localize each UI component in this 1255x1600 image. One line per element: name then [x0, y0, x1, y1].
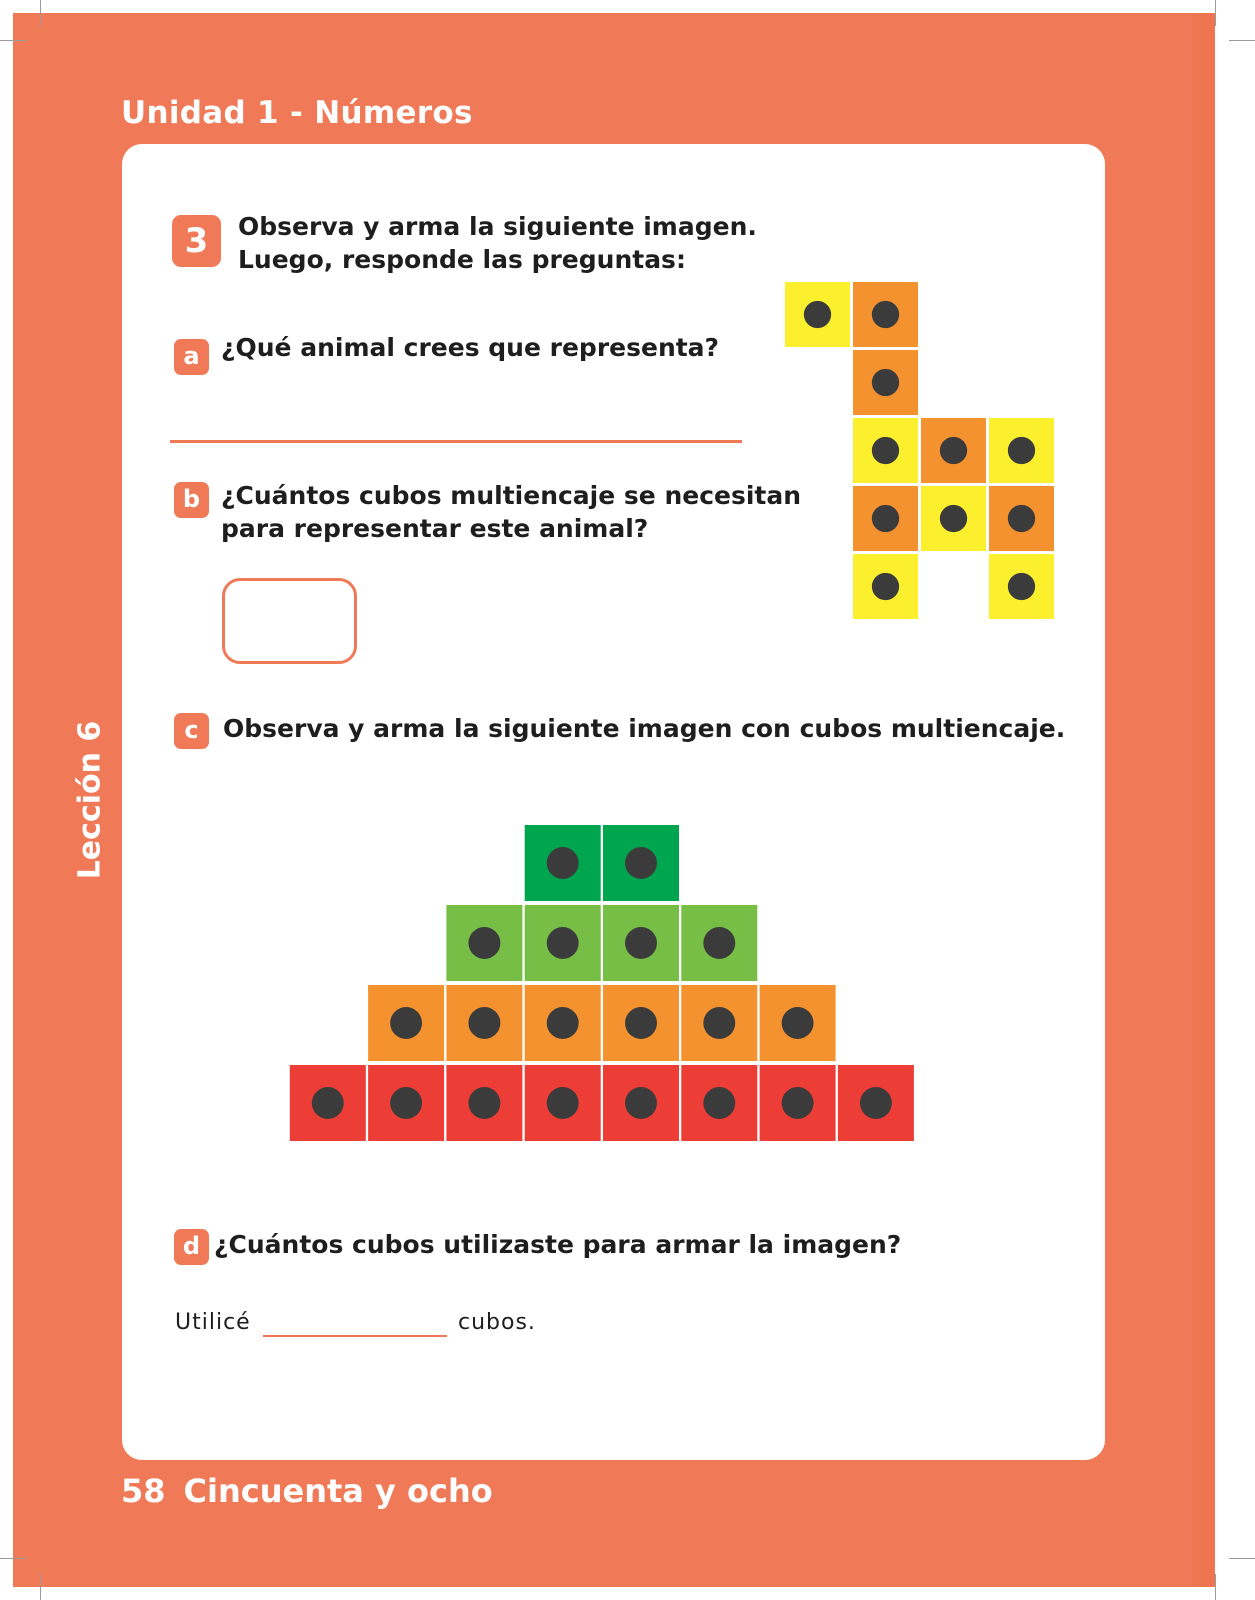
pyramid-cube: [446, 985, 522, 1061]
animal-cube: [853, 554, 918, 619]
cube-peg: [547, 847, 579, 879]
cube-peg: [703, 927, 735, 959]
cube-peg: [390, 1007, 422, 1039]
pyramid-cube: [603, 985, 679, 1061]
exercise-instruction-line1: Observa y arma la siguiente imagen.: [238, 212, 757, 241]
cube-peg: [782, 1007, 814, 1039]
pyramid-cube: [525, 985, 601, 1061]
cube-peg: [872, 369, 899, 396]
pyramid-cube: [525, 1065, 601, 1141]
item-d-question: ¿Cuántos cubos utilizaste para armar la imagen?: [214, 1230, 902, 1259]
animal-cube: [785, 282, 850, 347]
cube-peg: [1008, 437, 1035, 464]
page-footer: [121, 1472, 493, 1510]
cube-peg: [312, 1087, 344, 1119]
item-d-badge: d: [174, 1229, 209, 1265]
cube-peg: [547, 927, 579, 959]
cube-peg: [872, 505, 899, 532]
item-b-question-line1: ¿Cuántos cubos multiencaje se necesitan: [221, 481, 802, 510]
pyramid-cube: [681, 1065, 757, 1141]
item-a-question: ¿Qué animal crees que representa?: [221, 333, 720, 362]
pyramid-cube: [681, 985, 757, 1061]
exercise-number-badge: 3: [172, 215, 221, 267]
cube-peg: [625, 847, 657, 879]
item-c-instruction: Observa y arma la siguiente imagen con cubos multiencaje.: [223, 714, 1066, 743]
item-d-answer-prefix: Utilicé: [175, 1310, 251, 1335]
animal-cube: [989, 418, 1054, 483]
pyramid-cube: [290, 1065, 366, 1141]
pyramid-cube: [838, 1065, 914, 1141]
pyramid-cube: [446, 905, 522, 981]
cube-peg: [468, 1087, 500, 1119]
unit-title: Unidad 1 - Números: [121, 95, 473, 131]
animal-cube: [989, 554, 1054, 619]
animal-cube: [921, 486, 986, 551]
cube-peg: [940, 505, 967, 532]
animal-cube: [921, 418, 986, 483]
pyramid-cube: [603, 1065, 679, 1141]
pyramid-cube: [446, 1065, 522, 1141]
pyramid-cube: [603, 825, 679, 901]
animal-cube: [853, 418, 918, 483]
cube-peg: [547, 1007, 579, 1039]
pyramid-cube: [603, 905, 679, 981]
cube-peg: [390, 1087, 422, 1119]
cube-peg: [703, 1007, 735, 1039]
page-number-words: Cincuenta y ocho: [183, 1472, 493, 1510]
cube-peg: [804, 301, 831, 328]
item-a-badge: a: [174, 339, 209, 375]
page-number: 58: [121, 1472, 166, 1510]
cube-peg: [860, 1087, 892, 1119]
cube-peg: [625, 927, 657, 959]
item-d-answer-suffix: cubos.: [458, 1310, 536, 1335]
cube-peg: [468, 927, 500, 959]
item-c-badge: c: [174, 713, 209, 749]
pyramid-cube: [525, 905, 601, 981]
pyramid-cube: [368, 985, 444, 1061]
cube-peg: [872, 301, 899, 328]
item-b-question-line2: para representar este animal?: [221, 514, 649, 543]
pyramid-cube: [525, 825, 601, 901]
animal-cube: [989, 486, 1054, 551]
cube-peg: [1008, 505, 1035, 532]
cube-peg: [703, 1087, 735, 1119]
pyramid-cube: [760, 985, 836, 1061]
cube-peg: [468, 1007, 500, 1039]
cube-peg: [782, 1087, 814, 1119]
animal-cube: [853, 486, 918, 551]
cube-peg: [1008, 573, 1035, 600]
animal-cube: [853, 282, 918, 347]
cube-peg: [547, 1087, 579, 1119]
cube-peg: [625, 1087, 657, 1119]
cube-peg: [872, 437, 899, 464]
lesson-tab: Lección 6: [72, 720, 108, 880]
pyramid-cube: [368, 1065, 444, 1141]
item-b-badge: b: [174, 482, 209, 518]
cube-peg: [940, 437, 967, 464]
pyramid-cube: [681, 905, 757, 981]
pyramid-cube: [760, 1065, 836, 1141]
cube-peg: [872, 573, 899, 600]
animal-cube: [853, 350, 918, 415]
exercise-instruction-line2: Luego, responde las preguntas:: [238, 245, 686, 274]
cube-peg: [625, 1007, 657, 1039]
